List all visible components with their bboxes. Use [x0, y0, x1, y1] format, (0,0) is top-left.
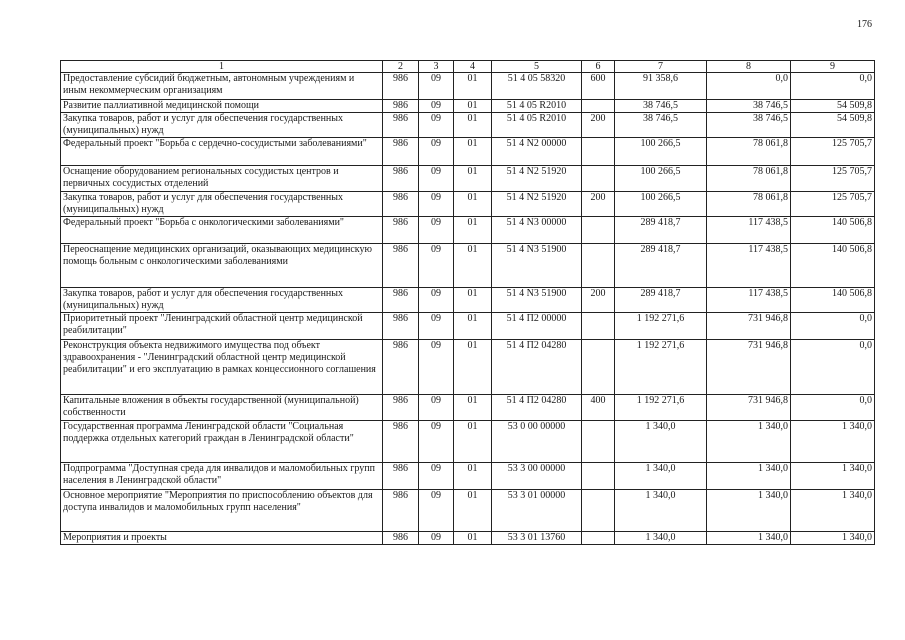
amount-cell-8: 78 061,8: [707, 166, 791, 192]
target-article-cell: 51 4 N3 00000: [492, 217, 582, 244]
expense-type-cell: [582, 166, 615, 192]
subsection-code-cell: 01: [454, 395, 492, 421]
section-code-cell: 09: [419, 288, 454, 313]
section-code-cell: 09: [419, 244, 454, 288]
subsection-code-cell: 01: [454, 138, 492, 166]
expense-name-cell: Закупка товаров, работ и услуг для обеспечения государственных (муниципальных) нужд: [61, 288, 383, 313]
amount-cell-7: 1 192 271,6: [615, 340, 707, 395]
ministry-code-cell: 986: [383, 166, 419, 192]
expense-type-cell: [582, 532, 615, 545]
ministry-code-cell: 986: [383, 192, 419, 217]
column-header-5: 5: [492, 61, 582, 73]
table-row: [61, 313, 875, 340]
expense-type-cell: [582, 217, 615, 244]
amount-cell-9: 1 340,0: [791, 532, 875, 545]
amount-cell-9: 54 509,8: [791, 113, 875, 138]
target-article-cell: 53 3 01 13760: [492, 532, 582, 545]
amount-cell-9: 1 340,0: [791, 421, 875, 463]
expense-type-cell: 200: [582, 113, 615, 138]
amount-cell-7: 100 266,5: [615, 166, 707, 192]
column-header-1: 1: [61, 61, 383, 73]
target-article-cell: 53 0 00 00000: [492, 421, 582, 463]
ministry-code-cell: 986: [383, 244, 419, 288]
amount-cell-8: 117 438,5: [707, 217, 791, 244]
table-row: [61, 217, 875, 244]
target-article-cell: 51 4 П2 00000: [492, 313, 582, 340]
amount-cell-9: 0,0: [791, 73, 875, 100]
amount-cell-7: 1 340,0: [615, 532, 707, 545]
table-row: [61, 395, 875, 421]
subsection-code-cell: 01: [454, 288, 492, 313]
subsection-code-cell: 01: [454, 166, 492, 192]
expense-name-cell: Капитальные вложения в объекты государственной (муниципальной) собственности: [61, 395, 383, 421]
target-article-cell: 53 3 00 00000: [492, 463, 582, 490]
expense-type-cell: [582, 421, 615, 463]
section-code-cell: 09: [419, 166, 454, 192]
ministry-code-cell: 986: [383, 138, 419, 166]
expense-name-cell: Переоснащение медицинских организаций, оказывающих медицинскую помощь больным с онкологическими заболеваниями: [61, 244, 383, 288]
expense-name-cell: Приоритетный проект "Ленинградский областной центр медицинской реабилитации": [61, 313, 383, 340]
amount-cell-9: 0,0: [791, 340, 875, 395]
expense-type-cell: 200: [582, 192, 615, 217]
table-row: [61, 166, 875, 192]
amount-cell-9: 54 509,8: [791, 100, 875, 113]
subsection-code-cell: 01: [454, 313, 492, 340]
amount-cell-7: 1 340,0: [615, 490, 707, 532]
amount-cell-7: 38 746,5: [615, 113, 707, 138]
expense-type-cell: 200: [582, 288, 615, 313]
subsection-code-cell: 01: [454, 340, 492, 395]
subsection-code-cell: 01: [454, 113, 492, 138]
budget-table: [60, 60, 875, 545]
target-article-cell: 51 4 N3 51900: [492, 288, 582, 313]
amount-cell-7: 289 418,7: [615, 288, 707, 313]
amount-cell-7: 100 266,5: [615, 192, 707, 217]
table-body: [61, 73, 875, 545]
subsection-code-cell: 01: [454, 244, 492, 288]
table-row: [61, 421, 875, 463]
amount-cell-7: 91 358,6: [615, 73, 707, 100]
column-header-3: 3: [419, 61, 454, 73]
amount-cell-9: 125 705,7: [791, 166, 875, 192]
table-row: [61, 100, 875, 113]
amount-cell-9: 140 506,8: [791, 244, 875, 288]
expense-name-cell: Развитие паллиативной медицинской помощи: [61, 100, 383, 113]
amount-cell-7: 1 192 271,6: [615, 313, 707, 340]
ministry-code-cell: 986: [383, 313, 419, 340]
amount-cell-7: 38 746,5: [615, 100, 707, 113]
subsection-code-cell: 01: [454, 490, 492, 532]
amount-cell-8: 1 340,0: [707, 463, 791, 490]
section-code-cell: 09: [419, 395, 454, 421]
target-article-cell: 51 4 05 R2010: [492, 100, 582, 113]
expense-type-cell: 600: [582, 73, 615, 100]
amount-cell-7: 1 340,0: [615, 463, 707, 490]
column-header-8: 8: [707, 61, 791, 73]
amount-cell-8: 731 946,8: [707, 340, 791, 395]
target-article-cell: 51 4 05 58320: [492, 73, 582, 100]
table-row: [61, 113, 875, 138]
expense-name-cell: Основное мероприятие "Мероприятия по приспособлению объектов для доступа инвалидов и маломобильных групп населения": [61, 490, 383, 532]
target-article-cell: 51 4 05 R2010: [492, 113, 582, 138]
table-row: [61, 192, 875, 217]
target-article-cell: 53 3 01 00000: [492, 490, 582, 532]
expense-name-cell: Оснащение оборудованием региональных сосудистых центров и первичных сосудистых отделений: [61, 166, 383, 192]
target-article-cell: 51 4 N2 51920: [492, 192, 582, 217]
column-header-9: 9: [791, 61, 875, 73]
expense-type-cell: [582, 100, 615, 113]
amount-cell-8: 117 438,5: [707, 288, 791, 313]
ministry-code-cell: 986: [383, 421, 419, 463]
expense-type-cell: 400: [582, 395, 615, 421]
column-header-7: 7: [615, 61, 707, 73]
table-row: [61, 138, 875, 166]
ministry-code-cell: 986: [383, 100, 419, 113]
column-header-2: 2: [383, 61, 419, 73]
amount-cell-7: 289 418,7: [615, 244, 707, 288]
ministry-code-cell: 986: [383, 490, 419, 532]
amount-cell-8: 78 061,8: [707, 138, 791, 166]
subsection-code-cell: 01: [454, 463, 492, 490]
subsection-code-cell: 01: [454, 217, 492, 244]
table-header-row: [61, 61, 875, 73]
amount-cell-8: 78 061,8: [707, 192, 791, 217]
ministry-code-cell: 986: [383, 340, 419, 395]
subsection-code-cell: 01: [454, 532, 492, 545]
expense-type-cell: [582, 138, 615, 166]
page-number: 176: [857, 19, 872, 30]
section-code-cell: 09: [419, 340, 454, 395]
amount-cell-9: 125 705,7: [791, 192, 875, 217]
amount-cell-9: 1 340,0: [791, 463, 875, 490]
ministry-code-cell: 986: [383, 217, 419, 244]
target-article-cell: 51 4 N2 51920: [492, 166, 582, 192]
amount-cell-7: 100 266,5: [615, 138, 707, 166]
amount-cell-9: 0,0: [791, 313, 875, 340]
amount-cell-8: 117 438,5: [707, 244, 791, 288]
target-article-cell: 51 4 N2 00000: [492, 138, 582, 166]
table-row: [61, 532, 875, 545]
amount-cell-8: 1 340,0: [707, 532, 791, 545]
table-row: [61, 463, 875, 490]
subsection-code-cell: 01: [454, 192, 492, 217]
amount-cell-8: 1 340,0: [707, 490, 791, 532]
expense-type-cell: [582, 490, 615, 532]
expense-name-cell: Государственная программа Ленинградской области "Социальная поддержка отдельных категорий граждан в Ленинградской области": [61, 421, 383, 463]
expense-name-cell: Федеральный проект "Борьба с онкологическими заболеваниями": [61, 217, 383, 244]
ministry-code-cell: 986: [383, 463, 419, 490]
section-code-cell: 09: [419, 113, 454, 138]
expense-name-cell: Предоставление субсидий бюджетным, автономным учреждениям и иным некоммерческим организациям: [61, 73, 383, 100]
table-row: [61, 73, 875, 100]
expense-type-cell: [582, 340, 615, 395]
table-row: [61, 340, 875, 395]
expense-type-cell: [582, 313, 615, 340]
subsection-code-cell: 01: [454, 421, 492, 463]
amount-cell-7: 1 340,0: [615, 421, 707, 463]
amount-cell-7: 289 418,7: [615, 217, 707, 244]
section-code-cell: 09: [419, 313, 454, 340]
expense-type-cell: [582, 463, 615, 490]
amount-cell-8: 731 946,8: [707, 395, 791, 421]
amount-cell-7: 1 192 271,6: [615, 395, 707, 421]
amount-cell-9: 0,0: [791, 395, 875, 421]
section-code-cell: 09: [419, 73, 454, 100]
ministry-code-cell: 986: [383, 73, 419, 100]
column-header-6: 6: [582, 61, 615, 73]
table-row: [61, 490, 875, 532]
amount-cell-8: 0,0: [707, 73, 791, 100]
amount-cell-9: 125 705,7: [791, 138, 875, 166]
section-code-cell: 09: [419, 490, 454, 532]
section-code-cell: 09: [419, 532, 454, 545]
section-code-cell: 09: [419, 138, 454, 166]
subsection-code-cell: 01: [454, 73, 492, 100]
section-code-cell: 09: [419, 217, 454, 244]
amount-cell-9: 140 506,8: [791, 288, 875, 313]
target-article-cell: 51 4 N3 51900: [492, 244, 582, 288]
expense-name-cell: Федеральный проект "Борьба с сердечно-сосудистыми заболеваниями": [61, 138, 383, 166]
section-code-cell: 09: [419, 463, 454, 490]
section-code-cell: 09: [419, 192, 454, 217]
expense-name-cell: Мероприятия и проекты: [61, 532, 383, 545]
column-header-4: 4: [454, 61, 492, 73]
expense-name-cell: Реконструкция объекта недвижимого имущества под объект здравоохранения - "Ленинградский областной центр медицинской реабилитации" и его эксплуатацию в рамках концессионного соглашения: [61, 340, 383, 395]
section-code-cell: 09: [419, 100, 454, 113]
section-code-cell: 09: [419, 421, 454, 463]
expense-name-cell: Подпрограмма "Доступная среда для инвалидов и маломобильных групп населения в Ленинградской области": [61, 463, 383, 490]
ministry-code-cell: 986: [383, 288, 419, 313]
amount-cell-8: 38 746,5: [707, 100, 791, 113]
expense-name-cell: Закупка товаров, работ и услуг для обеспечения государственных (муниципальных) нужд: [61, 192, 383, 217]
expense-type-cell: [582, 244, 615, 288]
amount-cell-9: 140 506,8: [791, 217, 875, 244]
amount-cell-9: 1 340,0: [791, 490, 875, 532]
ministry-code-cell: 986: [383, 532, 419, 545]
amount-cell-8: 731 946,8: [707, 313, 791, 340]
ministry-code-cell: 986: [383, 395, 419, 421]
amount-cell-8: 1 340,0: [707, 421, 791, 463]
table-row: [61, 244, 875, 288]
expense-name-cell: Закупка товаров, работ и услуг для обеспечения государственных (муниципальных) нужд: [61, 113, 383, 138]
subsection-code-cell: 01: [454, 100, 492, 113]
amount-cell-8: 38 746,5: [707, 113, 791, 138]
target-article-cell: 51 4 П2 04280: [492, 340, 582, 395]
table-row: [61, 288, 875, 313]
target-article-cell: 51 4 П2 04280: [492, 395, 582, 421]
ministry-code-cell: 986: [383, 113, 419, 138]
